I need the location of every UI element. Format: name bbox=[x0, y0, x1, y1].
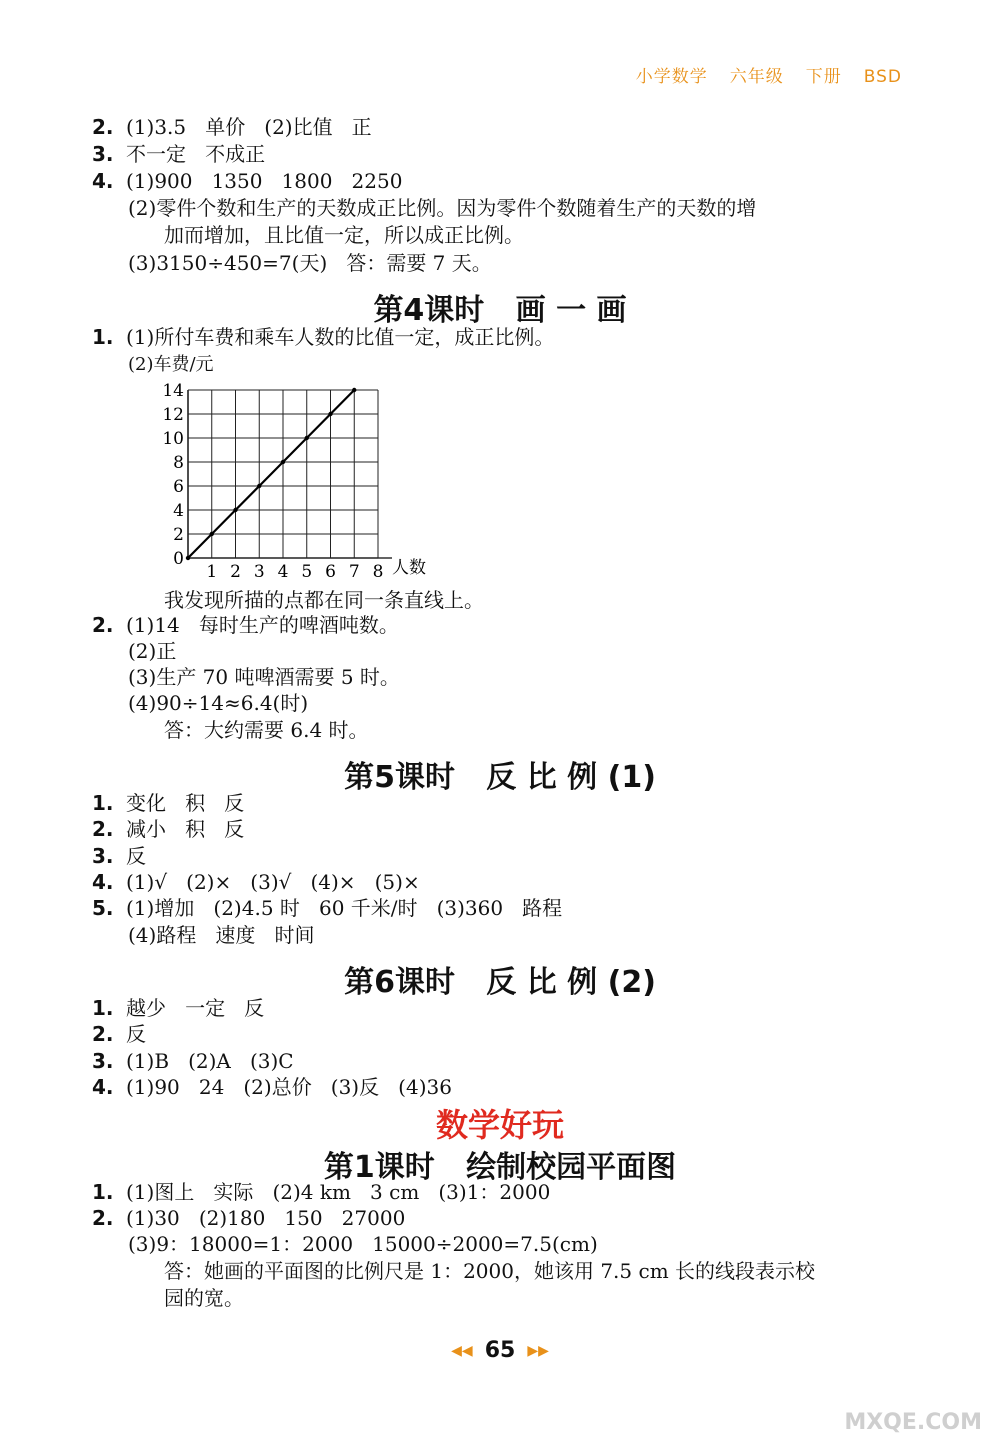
answer-line: 3. (1)B (2)A (3)C bbox=[92, 1049, 294, 1073]
section-title-lesson1: 第1课时 绘制校园平面图 bbox=[323, 1150, 677, 1185]
x-tick-label: 7 bbox=[348, 562, 360, 582]
header-edition: BSD bbox=[863, 67, 902, 87]
answer-line: 2. (1)30 (2)180 150 27000 bbox=[92, 1206, 406, 1230]
x-axis-label: 人数 bbox=[392, 558, 426, 578]
answer-line: 我发现所描的点都在同一条直线上。 bbox=[164, 588, 484, 612]
page-footer bbox=[0, 1338, 1000, 1363]
y-tick-label: 8 bbox=[173, 453, 184, 473]
x-tick-label: 2 bbox=[230, 562, 241, 582]
unit-title: 数学好玩 bbox=[435, 1106, 564, 1144]
answer-line: 答：大约需要 6.4 时。 bbox=[164, 718, 369, 742]
section-title-lesson6: 第6课时 反 比 例 (2) bbox=[344, 965, 656, 1000]
answer-line: (3)3150÷450=7(天) 答：需要 7 天。 bbox=[128, 251, 492, 275]
y-tick-label: 10 bbox=[162, 429, 184, 449]
answer-line: 3. 不一定 不成正 bbox=[92, 142, 266, 166]
page-header bbox=[614, 62, 902, 87]
answer-line: 加而增加，且比值一定，所以成正比例。 bbox=[164, 223, 524, 247]
x-tick-label: 5 bbox=[301, 562, 313, 582]
answer-line: 5. (1)增加 (2)4.5 时 60 千米/时 (3)360 路程 bbox=[92, 896, 563, 920]
answer-line: (3)9：18000=1：2000 15000÷2000=7.5(cm) bbox=[128, 1232, 598, 1256]
data-point bbox=[186, 556, 190, 560]
chart-y-label: (2)车费/元 bbox=[128, 354, 214, 375]
x-tick-label: 8 bbox=[372, 562, 384, 582]
section-title-lesson4: 第4课时 画 一 画 bbox=[373, 293, 627, 328]
y-tick-label: 6 bbox=[173, 477, 184, 497]
answer-line: (2)正 bbox=[128, 639, 177, 663]
answer-line: 2. (1)3.5 单价 (2)比值 正 bbox=[92, 115, 372, 139]
answer-line: 1. (1)所付车费和乘车人数的比值一定，成正比例。 bbox=[92, 325, 555, 349]
data-point bbox=[257, 484, 261, 488]
data-point bbox=[233, 508, 237, 512]
answer-line: (4)路程 速度 时间 bbox=[128, 923, 315, 947]
answer-line: 1. 越少 一定 反 bbox=[92, 996, 265, 1020]
x-tick-label: 3 bbox=[253, 562, 265, 582]
watermark: MXQE.COM bbox=[844, 1410, 982, 1435]
y-tick-label: 14 bbox=[162, 381, 184, 401]
data-point bbox=[352, 388, 356, 392]
answer-line: 4. (1)90 24 (2)总价 (3)反 (4)36 bbox=[92, 1075, 452, 1099]
answer-line: (4)90÷14≈6.4(时) bbox=[128, 691, 309, 715]
y-tick-label: 12 bbox=[162, 405, 184, 425]
header-grade: 六年级 bbox=[729, 67, 784, 87]
x-tick-label: 1 bbox=[206, 562, 218, 582]
answer-line: 2. (1)14 每时生产的啤酒吨数。 bbox=[92, 613, 399, 637]
x-tick-label: 4 bbox=[277, 562, 289, 582]
answer-line: 1. 变化 积 反 bbox=[92, 791, 245, 815]
page-number: 65 bbox=[484, 1338, 516, 1363]
answer-line: (3)生产 70 吨啤酒需要 5 时。 bbox=[128, 665, 400, 689]
y-tick-label: 0 bbox=[173, 549, 184, 569]
x-tick-label: 6 bbox=[325, 562, 336, 582]
answer-line: 4. (1)√ (2)× (3)√ (4)× (5)× bbox=[92, 870, 420, 894]
answer-line: 2. 反 bbox=[92, 1022, 146, 1046]
next-arrows-icon: ▶▶ bbox=[527, 1343, 549, 1359]
y-tick-label: 4 bbox=[173, 501, 184, 521]
data-point bbox=[305, 436, 309, 440]
answer-line: 2. 减小 积 反 bbox=[92, 817, 245, 841]
data-point bbox=[210, 532, 214, 536]
fare-chart bbox=[150, 378, 450, 583]
answer-line: (2)零件个数和生产的天数成正比例。因为零件个数随着生产的天数的增 bbox=[128, 196, 757, 220]
header-volume: 下册 bbox=[805, 67, 842, 87]
prev-arrows-icon: ◀◀ bbox=[451, 1343, 473, 1359]
y-tick-label: 2 bbox=[173, 525, 184, 545]
answer-line: 答：她画的平面图的比例尺是 1：2000，她该用 7.5 cm 长的线段表示校 bbox=[164, 1259, 816, 1283]
data-point bbox=[281, 460, 285, 464]
answer-line: 3. 反 bbox=[92, 844, 146, 868]
data-point bbox=[328, 412, 332, 416]
section-title-lesson5: 第5课时 反 比 例 (1) bbox=[344, 760, 656, 795]
answer-line: 4. (1)900 1350 1800 2250 bbox=[92, 169, 403, 193]
answer-line: 园的宽。 bbox=[164, 1286, 244, 1310]
answer-line: 1. (1)图上 实际 (2)4 km 3 cm (3)1：2000 bbox=[92, 1180, 551, 1204]
header-subject: 小学数学 bbox=[635, 67, 708, 87]
